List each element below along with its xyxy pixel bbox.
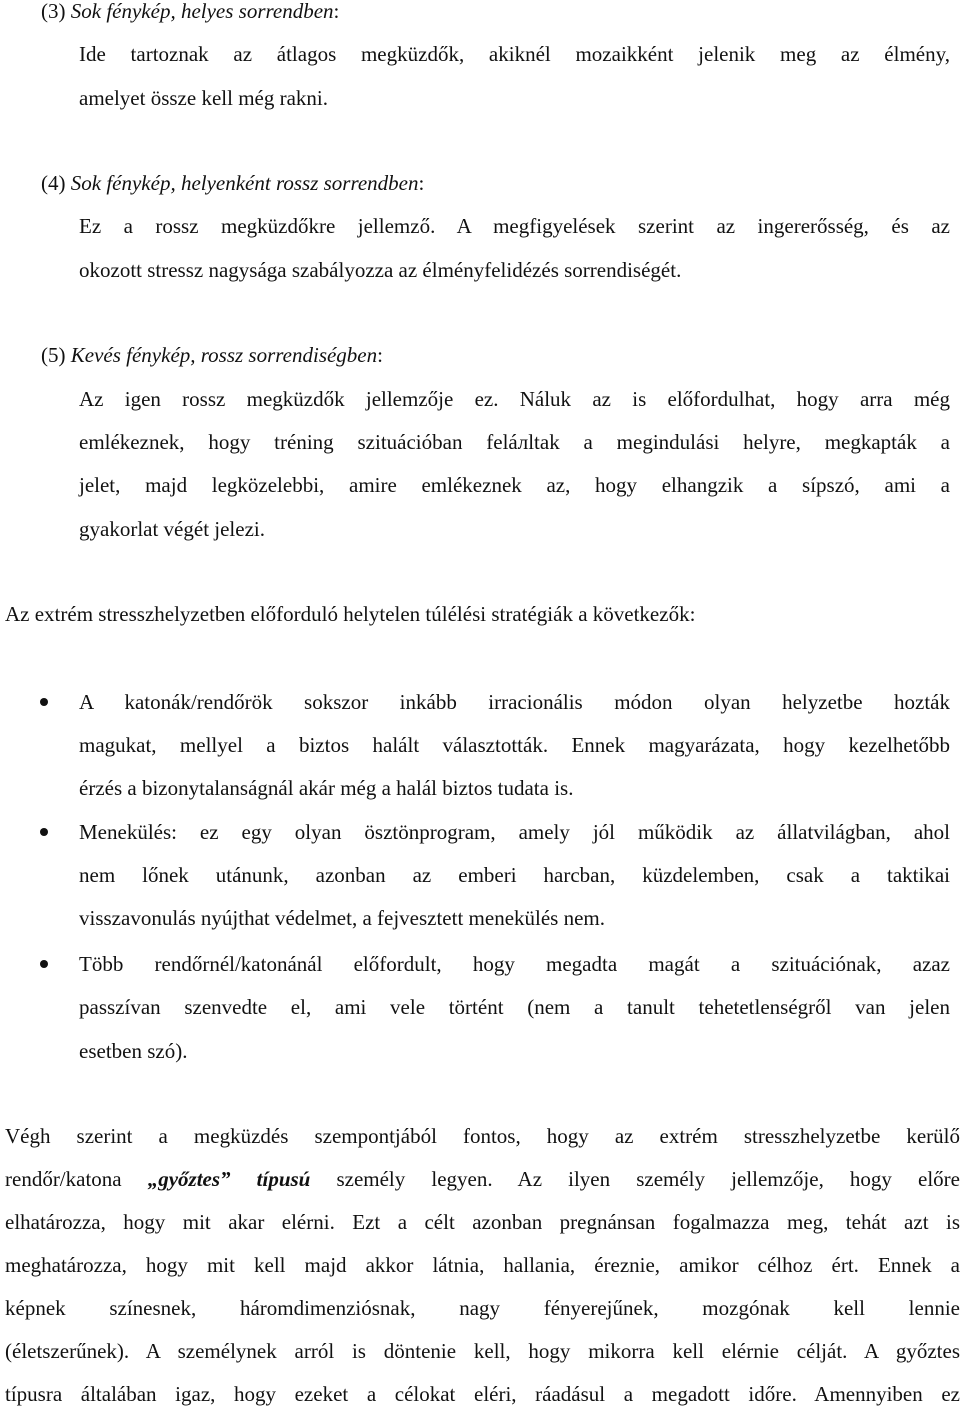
section-5-line: gyakorlat végét jelezi. xyxy=(79,517,265,541)
section-5-title: Kevés fénykép, rossz sorrendiségben xyxy=(70,343,378,367)
section-4-title: Sok fénykép, helyenként rossz sorrendben xyxy=(70,171,419,195)
section-5-number: (5) xyxy=(41,343,71,367)
bullet-1-line: magukat, mellyel a biztos halált választották. Ennek magyarázata, hogy kezelhetőbb xyxy=(79,733,950,757)
strategies-intro: Az extrém stresszhelyzetben előforduló helytelen túlélési stratégiák a következők: xyxy=(5,602,696,626)
section-5-line: Az igen rossz megküzdők jellemzője ez. Náluk az is előfordulhat, hogy arra még xyxy=(79,387,950,411)
bullet-3-line: passzívan szenvedte el, ami vele történt (nem a tanult tehetetlenségről van jelen xyxy=(79,995,950,1019)
bullet-dot-icon xyxy=(40,828,48,836)
bullet-2-line: nem lőnek utánunk, azonban az emberi harcban, küzdelemben, csak a taktikai xyxy=(79,863,950,887)
section-5-heading xyxy=(41,341,383,369)
bullet-3-line: esetben szó). xyxy=(79,1039,188,1063)
final-paragraph-line: (életszerűnek). A személynek arról is döntenie kell, hogy mikorra kell elérnie célját. A győztes xyxy=(5,1339,960,1363)
section-3-line: Ide tartoznak az átlagos megküzdők, akiknél mozaikként jelenik meg az élmény, xyxy=(79,42,950,66)
final-paragraph-line: elhatározza, hogy mit akar elérni. Ezt a célt azonban pregnánsan fogalmazza meg, tehát azt is xyxy=(5,1210,960,1234)
section-4-number: (4) xyxy=(41,171,71,195)
section-3-line: amelyet össze kell még rakni. xyxy=(79,86,328,110)
winner-type-emphasis: „győztes” típusú xyxy=(147,1167,311,1191)
section-5-line: jelet, majd legközelebbi, amire emlékeznek az, hogy elhangzik a sípszó, ami a xyxy=(79,473,950,497)
final-line2-end: személy legyen. Az ilyen személy jellemzője, hogy előre xyxy=(310,1167,960,1191)
section-5-line: emlékeznek, hogy tréning szituációban feláлltak a megindulási helyre, megkapták a xyxy=(79,430,950,454)
final-paragraph-line xyxy=(5,1165,960,1193)
bullet-dot-icon xyxy=(40,960,48,968)
section-3-title: Sok fénykép, helyes sorrendben xyxy=(70,0,334,23)
final-paragraph-line: Végh szerint a megküzdés szempontjából fontos, hogy az extrém stresszhelyzetbe kerülő xyxy=(5,1124,960,1148)
final-paragraph-line: típusra általában igaz, hogy ezeket a célokat eléri, ráadásul a megadott időre. Amennyiben ez xyxy=(5,1382,960,1406)
section-3-heading xyxy=(41,0,339,25)
bullet-2-line: Menekülés: ez egy olyan ösztönprogram, amely jól működik az állatvilágban, ahol xyxy=(79,820,950,844)
section-4-heading xyxy=(41,169,424,197)
final-paragraph-line: meghatározza, hogy mit kell majd akkor látnia, hallania, éreznie, amikor célhoz ért. Ennek a xyxy=(5,1253,960,1277)
bullet-2-line: visszavonulás nyújthat védelmet, a fejvesztett menekülés nem. xyxy=(79,906,606,930)
final-paragraph-line: képnek színesnek, háromdimenziósnak, nagy fényerejűnek, mozgónak kell lennie xyxy=(5,1296,960,1320)
bullet-1-line: A katonák/rendőrök sokszor inkább irracionális módon olyan helyzetbe hozták xyxy=(79,690,950,714)
section-3-number: (3) xyxy=(41,0,71,23)
section-4-line: Ez a rossz megküzdőkre jellemző. A megfigyelések szerint az ingererősség, és az xyxy=(79,214,950,238)
section-4-colon: : xyxy=(418,171,425,195)
section-3-colon: : xyxy=(333,0,340,23)
final-line2-start: rendőr/katona xyxy=(5,1167,148,1191)
bullet-1-line: érzés a bizonytalanságnál akár még a halál biztos tudata is. xyxy=(79,776,574,800)
section-5-colon: : xyxy=(377,343,383,367)
section-4-line: okozott stressz nagysága szabályozza az élményfelidézés sorrendiségét. xyxy=(79,258,682,282)
bullet-3-line: Több rendőrnél/katonánál előfordult, hogy megadta magát a szituációnak, azaz xyxy=(79,952,950,976)
bullet-dot-icon xyxy=(40,698,48,706)
